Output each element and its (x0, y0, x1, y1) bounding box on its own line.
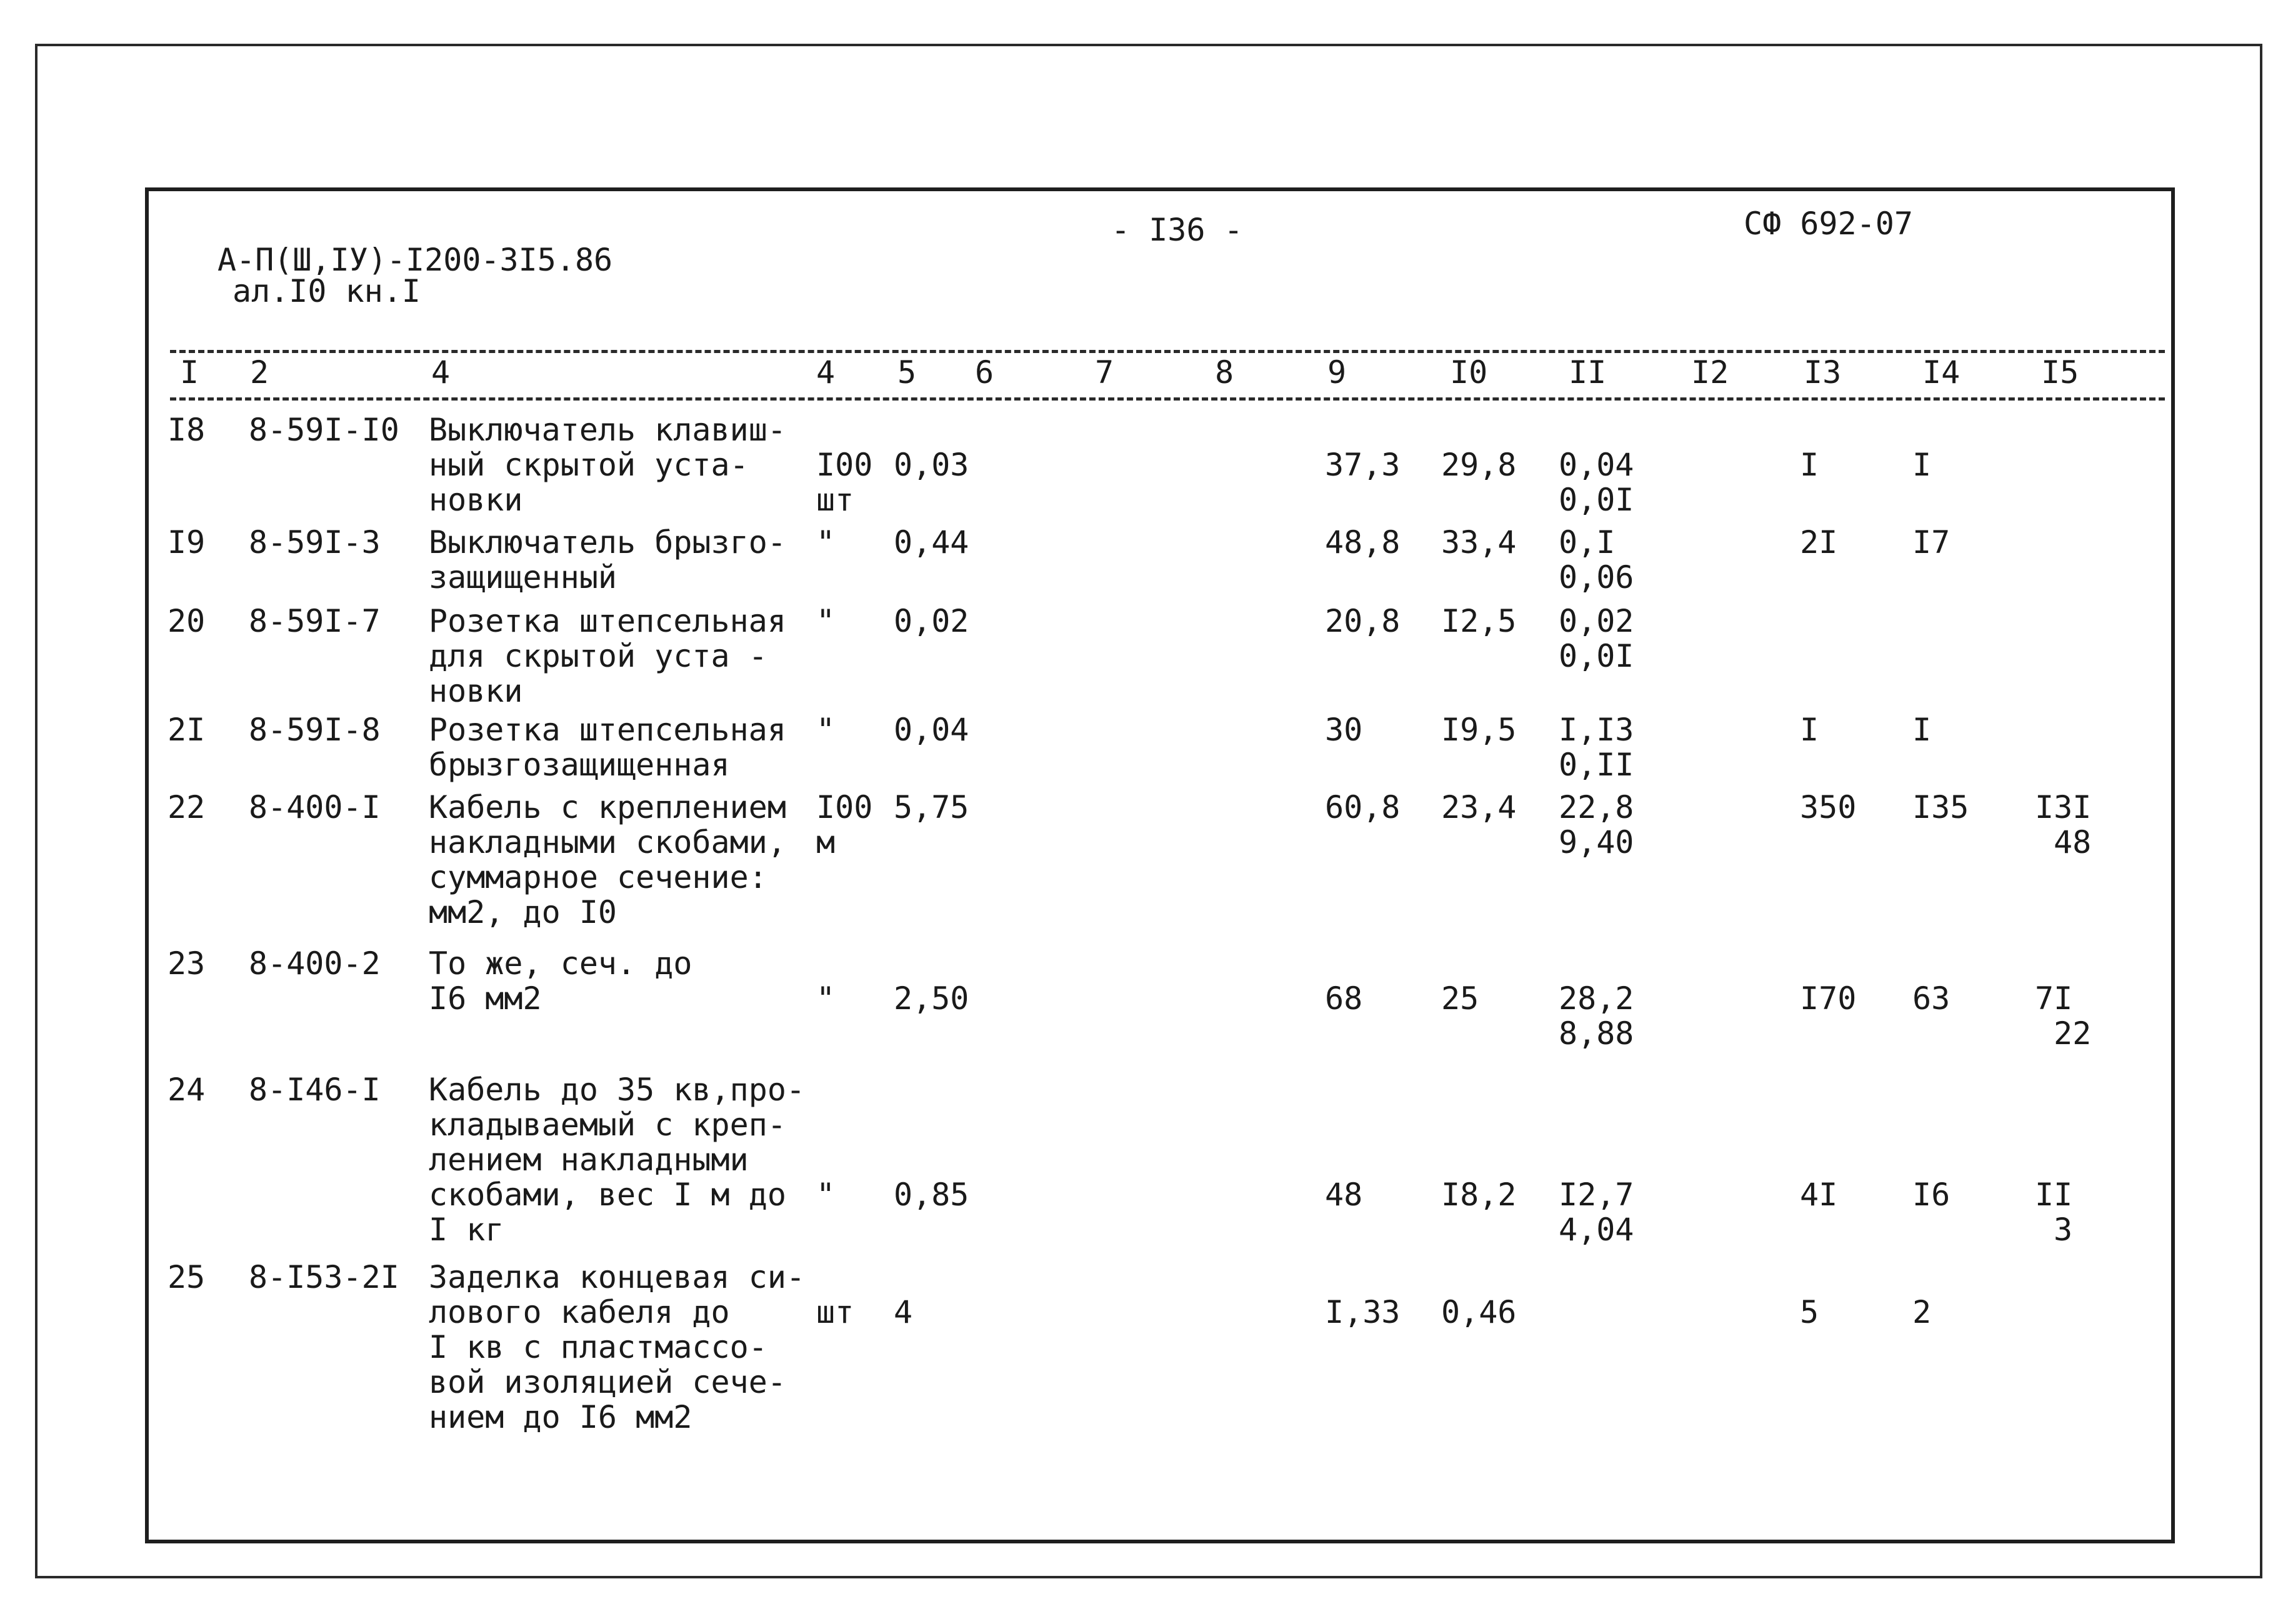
row-col10: 33,4 (1441, 524, 1517, 560)
row-unit: шт (816, 1294, 854, 1330)
row-col14: 2 (1912, 1294, 1932, 1330)
row-quantity: 0,85 (894, 1177, 969, 1213)
row-col11: 0,06 (1559, 559, 1634, 595)
sheet-code: СФ 692-07 (1744, 206, 1913, 242)
row-col11: 0,0I (1559, 638, 1634, 674)
column-header: 5 (897, 354, 917, 391)
row-unit: " (816, 524, 836, 560)
row-quantity: 5,75 (894, 789, 969, 825)
row-description-line: I кг (429, 1212, 504, 1248)
row-col9: I,33 (1325, 1294, 1401, 1330)
row-description-line: мм2, до I0 (429, 894, 617, 930)
row-col11: 9,40 (1559, 824, 1634, 860)
row-number: 25 (167, 1259, 206, 1295)
column-header: II (1569, 354, 1607, 391)
row-code: 8-59I-3 (249, 524, 381, 560)
column-header: I4 (1922, 354, 1961, 391)
row-col14: I (1912, 712, 1932, 748)
row-col11: 4,04 (1559, 1212, 1634, 1248)
row-col14: I6 (1912, 1177, 1951, 1213)
row-col15: I3I (2035, 789, 2092, 825)
row-col15: 7I (2035, 980, 2073, 1017)
row-code: 8-59I-8 (249, 712, 381, 748)
row-code: 8-I46-I (249, 1072, 381, 1108)
column-header: 6 (975, 354, 994, 391)
column-header: 9 (1327, 354, 1347, 391)
row-quantity: 0,02 (894, 603, 969, 639)
row-unit: м (816, 824, 836, 860)
table-top-rule (170, 350, 2165, 353)
row-unit: " (816, 603, 836, 639)
album-label: ал.I0 кн.I (232, 273, 421, 309)
row-number: 23 (167, 945, 206, 982)
row-col11: I2,7 (1559, 1177, 1634, 1213)
row-col13: I (1800, 447, 1819, 483)
row-col11: 0,I (1559, 524, 1616, 560)
row-code: 8-I53-2I (249, 1259, 399, 1295)
row-col11: 0,02 (1559, 603, 1634, 639)
column-header: I (180, 354, 199, 391)
row-number: 20 (167, 603, 206, 639)
row-col11: 0,0I (1559, 482, 1634, 518)
row-col10: 23,4 (1441, 789, 1517, 825)
row-col13: 4I (1800, 1177, 1838, 1213)
row-description-line: Розетка штепсельная (429, 712, 786, 748)
row-code: 8-400-2 (249, 945, 381, 982)
row-description-line: новки (429, 482, 523, 518)
row-quantity: 0,44 (894, 524, 969, 560)
row-col13: 2I (1800, 524, 1838, 560)
row-col9: 68 (1325, 980, 1363, 1017)
row-col15: 48 (2054, 824, 2092, 860)
row-unit: I00 (816, 789, 873, 825)
row-col10: 25 (1441, 980, 1479, 1017)
row-col9: 37,3 (1325, 447, 1401, 483)
column-header: 7 (1095, 354, 1114, 391)
row-description-line: Выключатель брызго- (429, 524, 786, 560)
row-col14: I35 (1912, 789, 1969, 825)
row-col10: 0,46 (1441, 1294, 1517, 1330)
page-number: - I36 - (1111, 212, 1243, 248)
row-col10: I2,5 (1441, 603, 1517, 639)
row-code: 8-400-I (249, 789, 381, 825)
row-quantity: 2,50 (894, 980, 969, 1017)
row-col9: 60,8 (1325, 789, 1401, 825)
row-quantity: 0,03 (894, 447, 969, 483)
row-number: I8 (167, 412, 206, 448)
row-unit: шт (816, 482, 854, 518)
row-col11: 0,II (1559, 747, 1634, 783)
row-description-line: нием до I6 мм2 (429, 1399, 692, 1435)
doc-code: А-П(Ш,IУ)-I200-3I5.86 (217, 242, 613, 278)
row-col14: 63 (1912, 980, 1951, 1017)
row-quantity: 0,04 (894, 712, 969, 748)
row-col11: 8,88 (1559, 1015, 1634, 1052)
row-description-line: защищенный (429, 559, 617, 595)
row-description-line: для скрытой уста - (429, 638, 767, 674)
row-col9: 48,8 (1325, 524, 1401, 560)
row-description-line: ный скрытой уста- (429, 447, 749, 483)
row-description-line: То же, сеч. до (429, 945, 692, 982)
row-col11: 22,8 (1559, 789, 1634, 825)
row-col11: 0,04 (1559, 447, 1634, 483)
row-unit: " (816, 712, 836, 748)
row-description-line: Розетка штепсельная (429, 603, 786, 639)
row-col13: I70 (1800, 980, 1857, 1017)
row-code: 8-59I-I0 (249, 412, 399, 448)
table-header-rule (170, 397, 2165, 401)
row-col13: 5 (1800, 1294, 1819, 1330)
column-header: 4 (431, 354, 451, 391)
row-col9: 20,8 (1325, 603, 1401, 639)
row-col9: 30 (1325, 712, 1363, 748)
row-description-line: новки (429, 673, 523, 709)
row-description-line: брызгозащищенная (429, 747, 730, 783)
row-description-line: суммарное сечение: (429, 859, 767, 895)
row-col13: I (1800, 712, 1819, 748)
row-unit: " (816, 1177, 836, 1213)
column-header: I3 (1804, 354, 1842, 391)
column-header: 2 (250, 354, 269, 391)
row-unit: " (816, 980, 836, 1017)
row-number: 2I (167, 712, 206, 748)
row-col15: 22 (2054, 1015, 2092, 1052)
row-unit: I00 (816, 447, 873, 483)
row-number: I9 (167, 524, 206, 560)
row-quantity: 4 (894, 1294, 913, 1330)
row-number: 22 (167, 789, 206, 825)
row-col14: I (1912, 447, 1932, 483)
row-description-line: лового кабеля до (429, 1294, 730, 1330)
row-col14: I7 (1912, 524, 1951, 560)
row-col10: 29,8 (1441, 447, 1517, 483)
row-code: 8-59I-7 (249, 603, 381, 639)
row-col10: I9,5 (1441, 712, 1517, 748)
row-description-line: лением накладными (429, 1142, 749, 1178)
row-col9: 48 (1325, 1177, 1363, 1213)
row-col10: I8,2 (1441, 1177, 1517, 1213)
row-description-line: I6 мм2 (429, 980, 542, 1017)
row-description-line: I кв с пластмассо- (429, 1329, 767, 1365)
row-col15: 3 (2054, 1212, 2073, 1248)
row-col15: II (2035, 1177, 2073, 1213)
row-description-line: скобами, вес I м до (429, 1177, 786, 1213)
column-header: I0 (1450, 354, 1488, 391)
row-description-line: Кабель с креплением (429, 789, 786, 825)
row-col13: 350 (1800, 789, 1857, 825)
row-description-line: Заделка концевая си- (429, 1259, 806, 1295)
column-header: I2 (1691, 354, 1729, 391)
column-header: 8 (1215, 354, 1234, 391)
row-description-line: кладываемый с креп- (429, 1107, 786, 1143)
row-number: 24 (167, 1072, 206, 1108)
row-col11: 28,2 (1559, 980, 1634, 1017)
row-col11: I,I3 (1559, 712, 1634, 748)
row-description-line: Кабель до 35 кв,про- (429, 1072, 806, 1108)
row-description-line: вой изоляцией сече- (429, 1364, 786, 1400)
column-header: I5 (2041, 354, 2079, 391)
column-header: 4 (816, 354, 836, 391)
row-description-line: накладными скобами, (429, 824, 786, 860)
row-description-line: Выключатель клавиш- (429, 412, 786, 448)
